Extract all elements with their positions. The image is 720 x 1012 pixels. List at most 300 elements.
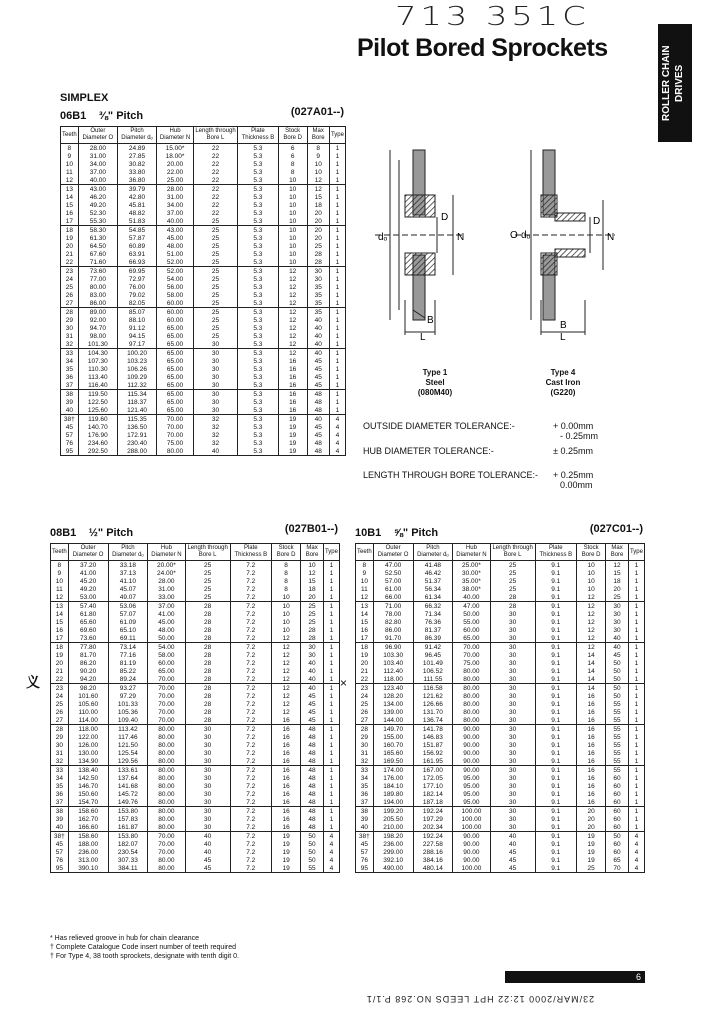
table-cell: 100.00 bbox=[453, 823, 491, 832]
table-cell: 5.3 bbox=[237, 332, 278, 340]
table-cell: 5.3 bbox=[237, 398, 278, 406]
table-cell: 5.3 bbox=[237, 283, 278, 291]
table-cell: 1 bbox=[329, 357, 345, 365]
table-row bbox=[356, 725, 645, 734]
table-cell: 33.18 bbox=[108, 561, 148, 570]
table-cell: 10 bbox=[278, 242, 307, 250]
table-cell: 32 bbox=[194, 439, 238, 447]
table-row bbox=[356, 832, 645, 841]
table-cell: 384.11 bbox=[108, 864, 148, 873]
table-cell: 60.00 bbox=[157, 316, 194, 324]
table-cell: 145.72 bbox=[108, 790, 148, 798]
table-cell: 30 bbox=[301, 643, 324, 652]
table-cell: 45.00 bbox=[148, 618, 186, 626]
table-cell: 48 bbox=[307, 406, 329, 415]
table-cell: 5.3 bbox=[237, 373, 278, 381]
table-cell: 13 bbox=[51, 602, 69, 611]
table-cell: 30 bbox=[606, 602, 629, 611]
table-cell: 1 bbox=[628, 675, 644, 684]
table-cell: 65.00 bbox=[157, 398, 194, 406]
table-cell: 1 bbox=[628, 569, 644, 577]
table-cell: 8 bbox=[51, 561, 69, 570]
table-cell: 30 bbox=[185, 733, 230, 741]
table-cell: 40 bbox=[61, 406, 79, 415]
table-cell: 24 bbox=[356, 692, 374, 700]
table-cell: 37 bbox=[61, 381, 79, 390]
table-cell: 105.60 bbox=[68, 700, 108, 708]
table-cell: 25 bbox=[194, 267, 238, 276]
table-cell: 85.07 bbox=[118, 308, 157, 317]
table-cell: 12 bbox=[278, 332, 307, 340]
table-cell: 5.3 bbox=[237, 267, 278, 276]
table-cell: 48 bbox=[301, 798, 324, 807]
table-cell: 113.42 bbox=[108, 725, 148, 734]
table-cell: 31.00 bbox=[78, 152, 117, 160]
table-cell: 80.00 bbox=[453, 667, 491, 675]
table-cell: 1 bbox=[628, 741, 644, 749]
table-cell: 1 bbox=[323, 675, 339, 684]
table-cell: 1 bbox=[329, 217, 345, 226]
table-cell: 30.82 bbox=[118, 160, 157, 168]
table-cell: 48 bbox=[307, 447, 329, 456]
table-cell: 1 bbox=[628, 610, 644, 618]
table-cell: 28 bbox=[301, 626, 324, 634]
table-cell: 48 bbox=[307, 439, 329, 447]
table-cell: 70.00 bbox=[148, 716, 186, 725]
table-cell: 25 bbox=[185, 561, 230, 570]
table-cell: 16 bbox=[278, 398, 307, 406]
table-cell: 45.00 bbox=[157, 234, 194, 242]
table-cell: 38† bbox=[356, 832, 374, 841]
table-row bbox=[356, 569, 645, 577]
table-cell: 160.70 bbox=[373, 741, 413, 749]
table-cell: 73.60 bbox=[78, 267, 117, 276]
handwritten-code: 713 351C bbox=[395, 2, 590, 32]
table-row bbox=[356, 675, 645, 684]
table-cell: 9.1 bbox=[535, 626, 576, 634]
table-row bbox=[61, 275, 346, 283]
table-cell: 1 bbox=[323, 790, 339, 798]
table-cell: 30 bbox=[185, 766, 230, 775]
table-cell: 45 bbox=[307, 381, 329, 390]
table-cell: 27 bbox=[51, 716, 69, 725]
table-row bbox=[51, 708, 340, 716]
table-cell: 8 bbox=[61, 144, 79, 153]
table-cell: 490.00 bbox=[373, 864, 413, 873]
table-cell: 25 bbox=[185, 585, 230, 593]
table-cell: 28 bbox=[490, 593, 535, 602]
table-cell: 9.1 bbox=[535, 749, 576, 757]
table-cell: 5.3 bbox=[237, 324, 278, 332]
table-cell: 22 bbox=[194, 152, 238, 160]
table-cell: 189.80 bbox=[373, 790, 413, 798]
table-cell: 25 bbox=[185, 593, 230, 602]
table-cell: 51.37 bbox=[413, 577, 453, 585]
table-row bbox=[51, 815, 340, 823]
table-cell: 71.00 bbox=[373, 602, 413, 611]
table-cell: 12 bbox=[301, 569, 324, 577]
table-cell: 33.80 bbox=[118, 168, 157, 176]
table-cell: 100.00 bbox=[453, 815, 491, 823]
table-cell: 106.26 bbox=[118, 365, 157, 373]
table-cell: 57.07 bbox=[108, 610, 148, 618]
table-cell: 12 bbox=[577, 593, 606, 602]
table-cell: 22 bbox=[356, 675, 374, 684]
table-cell: 9.1 bbox=[535, 610, 576, 618]
table-cell: 172.91 bbox=[118, 431, 157, 439]
table-cell: 25 bbox=[194, 324, 238, 332]
table-cell: 63.91 bbox=[118, 250, 157, 258]
dim-n-type1: N bbox=[457, 232, 465, 243]
table-cell: 80.00 bbox=[453, 716, 491, 725]
table-cell: 19 bbox=[278, 447, 307, 456]
table-cell: 118.00 bbox=[373, 675, 413, 684]
table-cell: 157.83 bbox=[108, 815, 148, 823]
table-cell: 14 bbox=[577, 667, 606, 675]
table-cell: 9.1 bbox=[535, 848, 576, 856]
table-cell: 71.60 bbox=[78, 258, 117, 267]
table-cell: 60 bbox=[606, 798, 629, 807]
table-cell: 138.40 bbox=[68, 766, 108, 775]
table-cell: 1 bbox=[329, 398, 345, 406]
table-cell: 18.00* bbox=[157, 152, 194, 160]
table-cell: 32 bbox=[194, 431, 238, 439]
table-cell: 16 bbox=[577, 708, 606, 716]
table-cell: 236.00 bbox=[68, 848, 108, 856]
table-cell: 81.19 bbox=[108, 659, 148, 667]
table-cell: 45 bbox=[185, 856, 230, 864]
table-cell: 25 bbox=[194, 226, 238, 235]
table-cell: 46.20 bbox=[78, 193, 117, 201]
table-cell: 38† bbox=[51, 832, 69, 841]
table-cell: 5.3 bbox=[237, 431, 278, 439]
table-cell: 144.00 bbox=[373, 716, 413, 725]
table-cell: 14 bbox=[51, 610, 69, 618]
table-cell: 5.3 bbox=[237, 349, 278, 358]
table-cell: 1 bbox=[628, 725, 644, 734]
tolerance-hub-diameter bbox=[363, 446, 663, 456]
table-cell: 1 bbox=[329, 324, 345, 332]
table-cell: 176.00 bbox=[373, 774, 413, 782]
table-cell: 121.40 bbox=[118, 406, 157, 415]
table-cell: 80.00 bbox=[148, 782, 186, 790]
table-cell: 90.00 bbox=[453, 840, 491, 848]
table-cell: 25.00* bbox=[453, 561, 491, 570]
table-cell: 90.00 bbox=[453, 766, 491, 775]
table-cell: 28 bbox=[185, 659, 230, 667]
table-cell: 25 bbox=[185, 577, 230, 585]
table-cell: 9.1 bbox=[535, 675, 576, 684]
table-cell: 19 bbox=[577, 840, 606, 848]
table-row bbox=[356, 610, 645, 618]
table-cell: 1 bbox=[323, 602, 339, 611]
table-cell: 111.55 bbox=[413, 675, 453, 684]
table-cell: 1 bbox=[329, 275, 345, 283]
table-cell: 40 bbox=[606, 634, 629, 643]
table-cell: 113.40 bbox=[78, 373, 117, 381]
table-cell: 1 bbox=[329, 365, 345, 373]
table-cell: 10 bbox=[577, 561, 606, 570]
table-cell: 12 bbox=[272, 708, 301, 716]
table-cell: 9.1 bbox=[535, 618, 576, 626]
table-cell: 28 bbox=[185, 700, 230, 708]
table-cell: 4 bbox=[323, 856, 339, 864]
table-cell: 80.00 bbox=[148, 815, 186, 823]
table-cell: 30 bbox=[490, 790, 535, 798]
table-cell: 5.3 bbox=[237, 365, 278, 373]
table-cell: 20 bbox=[307, 234, 329, 242]
table-cell: 10 bbox=[278, 217, 307, 226]
table-cell: 162.70 bbox=[68, 815, 108, 823]
table-cell: 7.2 bbox=[230, 790, 271, 798]
table-cell: 80.00 bbox=[453, 684, 491, 693]
table-cell: 38 bbox=[61, 390, 79, 399]
table-row bbox=[61, 242, 346, 250]
table-cell: 48 bbox=[301, 757, 324, 766]
table-cell: 1 bbox=[323, 700, 339, 708]
footnote: * Has relieved groove in hub for chain clearance bbox=[50, 935, 200, 942]
simplex-label: SIMPLEX bbox=[60, 92, 109, 104]
table-cell: 16 bbox=[272, 790, 301, 798]
table-cell: 50 bbox=[606, 667, 629, 675]
table-cell: 52.00 bbox=[157, 258, 194, 267]
table-cell: 101.30 bbox=[78, 340, 117, 349]
table-cell: 72.97 bbox=[118, 275, 157, 283]
table-cell: 25 bbox=[51, 700, 69, 708]
table-cell: 12 bbox=[577, 643, 606, 652]
table-cell: 12 bbox=[61, 176, 79, 185]
table-cell: 1 bbox=[628, 634, 644, 643]
table-cell: 90.00 bbox=[453, 749, 491, 757]
table-row bbox=[356, 823, 645, 832]
table-cell: 45 bbox=[307, 357, 329, 365]
table-cell: 4 bbox=[628, 864, 644, 873]
table-cell: 28 bbox=[185, 610, 230, 618]
dim-d0-type4: dₒ bbox=[521, 230, 531, 241]
table-cell: 140.70 bbox=[78, 423, 117, 431]
table-cell: 9.1 bbox=[535, 782, 576, 790]
table-row bbox=[61, 398, 346, 406]
table-cell: 53.00 bbox=[68, 593, 108, 602]
table-cell: 12 bbox=[577, 626, 606, 634]
table-cell: 149.76 bbox=[108, 798, 148, 807]
table-cell: 10 bbox=[278, 234, 307, 242]
table-cell: 1 bbox=[323, 684, 339, 693]
table-row bbox=[356, 684, 645, 693]
table-cell: 21 bbox=[61, 250, 79, 258]
table-row bbox=[51, 626, 340, 634]
table-cell: 151.87 bbox=[413, 741, 453, 749]
table-cell: 28.00 bbox=[78, 144, 117, 153]
column-header: Length through Bore L bbox=[194, 127, 238, 144]
table-cell: 9.1 bbox=[535, 569, 576, 577]
table-cell: 1 bbox=[323, 725, 339, 734]
table-cell: 28 bbox=[185, 692, 230, 700]
table-cell: 30 bbox=[194, 340, 238, 349]
table-cell: 30 bbox=[490, 782, 535, 790]
table-row bbox=[356, 651, 645, 659]
table-cell: 86.20 bbox=[68, 659, 108, 667]
table-cell: 141.68 bbox=[108, 782, 148, 790]
table-cell: 20 bbox=[307, 217, 329, 226]
table-cell: 32 bbox=[356, 757, 374, 766]
table-cell: 10 bbox=[278, 258, 307, 267]
table-cell: 1 bbox=[329, 381, 345, 390]
table-cell: 35 bbox=[356, 782, 374, 790]
table-row bbox=[61, 324, 346, 332]
table-cell: 1 bbox=[628, 626, 644, 634]
table-cell: 48 bbox=[301, 815, 324, 823]
table-cell: 9.1 bbox=[535, 561, 576, 570]
table-cell: 48.00 bbox=[148, 626, 186, 634]
table-cell: 9.1 bbox=[535, 708, 576, 716]
table-cell: 199.20 bbox=[373, 807, 413, 816]
table-cell: 16 bbox=[577, 700, 606, 708]
table-cell: 65.00 bbox=[157, 349, 194, 358]
column-header: Outer Diameter O bbox=[78, 127, 117, 144]
table-cell: 67.60 bbox=[78, 250, 117, 258]
table-cell: 19 bbox=[51, 651, 69, 659]
table-cell: 12 bbox=[272, 692, 301, 700]
table-cell: 12 bbox=[577, 618, 606, 626]
table-cell: 18 bbox=[606, 577, 629, 585]
table-cell: 1 bbox=[329, 283, 345, 291]
table-cell: 22 bbox=[194, 201, 238, 209]
table-cell: 109.29 bbox=[118, 373, 157, 381]
table-cell: 30 bbox=[490, 667, 535, 675]
footnotes bbox=[50, 934, 239, 961]
table-cell: 117.46 bbox=[108, 733, 148, 741]
table-cell: 7.2 bbox=[230, 659, 271, 667]
table-cell: 45 bbox=[185, 864, 230, 873]
table-cell: 50.00 bbox=[453, 610, 491, 618]
table-cell: 48 bbox=[301, 807, 324, 816]
table-cell: 1 bbox=[329, 291, 345, 299]
table-cell: 100.00 bbox=[453, 807, 491, 816]
table-cell: 1 bbox=[323, 823, 339, 832]
table-cell: 60.89 bbox=[118, 242, 157, 250]
table-cell: 169.50 bbox=[373, 757, 413, 766]
table-cell: 61.00 bbox=[373, 585, 413, 593]
table-cell: 69.95 bbox=[118, 267, 157, 276]
table-row bbox=[61, 291, 346, 299]
table-cell: 313.00 bbox=[68, 856, 108, 864]
table-cell: 40 bbox=[307, 349, 329, 358]
tolerance-value: ± 0.25mm bbox=[553, 446, 593, 456]
table-row bbox=[61, 234, 346, 242]
table-cell: 42.80 bbox=[118, 193, 157, 201]
table-cell: 4 bbox=[329, 423, 345, 431]
table-cell: 16 bbox=[51, 626, 69, 634]
table-cell: 12 bbox=[278, 299, 307, 308]
table-cell: 115.35 bbox=[118, 415, 157, 424]
table-cell: 107.30 bbox=[78, 357, 117, 365]
table-row bbox=[51, 692, 340, 700]
table-cell: 45 bbox=[307, 423, 329, 431]
type4-name: Type 4 bbox=[550, 368, 576, 377]
table-cell: 60.00 bbox=[453, 626, 491, 634]
table-cell: 161.87 bbox=[108, 823, 148, 832]
table-cell: 25 bbox=[194, 217, 238, 226]
table-cell: 10 bbox=[301, 561, 324, 570]
table-cell: 119.50 bbox=[78, 390, 117, 399]
table-cell: 12 bbox=[51, 593, 69, 602]
table-cell: 37 bbox=[356, 798, 374, 807]
table-cell: 25 bbox=[356, 700, 374, 708]
table-cell: 57 bbox=[356, 848, 374, 856]
table-cell: 12 bbox=[272, 675, 301, 684]
column-header: Stock Bore D bbox=[278, 127, 307, 144]
table-cell: 25 bbox=[194, 250, 238, 258]
table-cell: 1 bbox=[323, 634, 339, 643]
table-cell: 40 bbox=[301, 659, 324, 667]
table-cell: 230.54 bbox=[108, 848, 148, 856]
table-cell: 70.00 bbox=[148, 840, 186, 848]
table-row bbox=[356, 716, 645, 725]
table-cell: 70.00 bbox=[453, 643, 491, 652]
table-cell: 288.16 bbox=[413, 848, 453, 856]
table-cell: 30 bbox=[185, 782, 230, 790]
table-cell: 30 bbox=[490, 618, 535, 626]
table-cell: 154.70 bbox=[68, 798, 108, 807]
table-row bbox=[51, 848, 340, 856]
table-heading: 08B1 bbox=[50, 527, 77, 539]
dim-b-type4: B bbox=[560, 320, 567, 331]
table-cell: 95 bbox=[61, 447, 79, 456]
table-cell: 65.00 bbox=[157, 406, 194, 415]
table-cell: 57 bbox=[51, 848, 69, 856]
table-cell: 16 bbox=[272, 823, 301, 832]
table-cell: 20 bbox=[51, 659, 69, 667]
table-cell: 53.06 bbox=[108, 602, 148, 611]
table-cell: 123.40 bbox=[373, 684, 413, 693]
table-cell: 65.60 bbox=[68, 618, 108, 626]
table-cell: 1 bbox=[323, 782, 339, 790]
table-cell: 30 bbox=[356, 741, 374, 749]
table-cell: 149.70 bbox=[373, 725, 413, 734]
table-cell: 192.24 bbox=[413, 832, 453, 841]
table-cell: 60 bbox=[606, 807, 629, 816]
table-cell: 39 bbox=[61, 398, 79, 406]
table-cell: 5.3 bbox=[237, 201, 278, 209]
table-cell: 30 bbox=[185, 774, 230, 782]
table-cell: 100.20 bbox=[118, 349, 157, 358]
tolerance-value: + 0.25mm bbox=[553, 470, 594, 480]
table-row bbox=[51, 602, 340, 611]
table-row bbox=[61, 152, 346, 160]
table-cell: 28 bbox=[185, 634, 230, 643]
table-cell: 10 bbox=[278, 250, 307, 258]
table-cell: 1 bbox=[628, 585, 644, 593]
table-cell: 5.3 bbox=[237, 193, 278, 201]
table-cell: 94.20 bbox=[68, 675, 108, 684]
table-cell: 48 bbox=[301, 823, 324, 832]
table-cell: 51.83 bbox=[118, 217, 157, 226]
column-header: Length through Bore L bbox=[185, 544, 230, 561]
table-cell: 5.3 bbox=[237, 258, 278, 267]
table-cell: 17 bbox=[356, 634, 374, 643]
table-cell: 8 bbox=[272, 569, 301, 577]
table-cell: 55 bbox=[606, 757, 629, 766]
table-cell: 50 bbox=[606, 675, 629, 684]
table-row bbox=[51, 675, 340, 684]
column-header: Plate Thickness B bbox=[535, 544, 576, 561]
table-cell: 40.00 bbox=[157, 217, 194, 226]
table-cell: 66.93 bbox=[118, 258, 157, 267]
table-cell: 61.34 bbox=[413, 593, 453, 602]
table-cell: 65.00 bbox=[157, 373, 194, 381]
table-cell: 236.00 bbox=[373, 840, 413, 848]
